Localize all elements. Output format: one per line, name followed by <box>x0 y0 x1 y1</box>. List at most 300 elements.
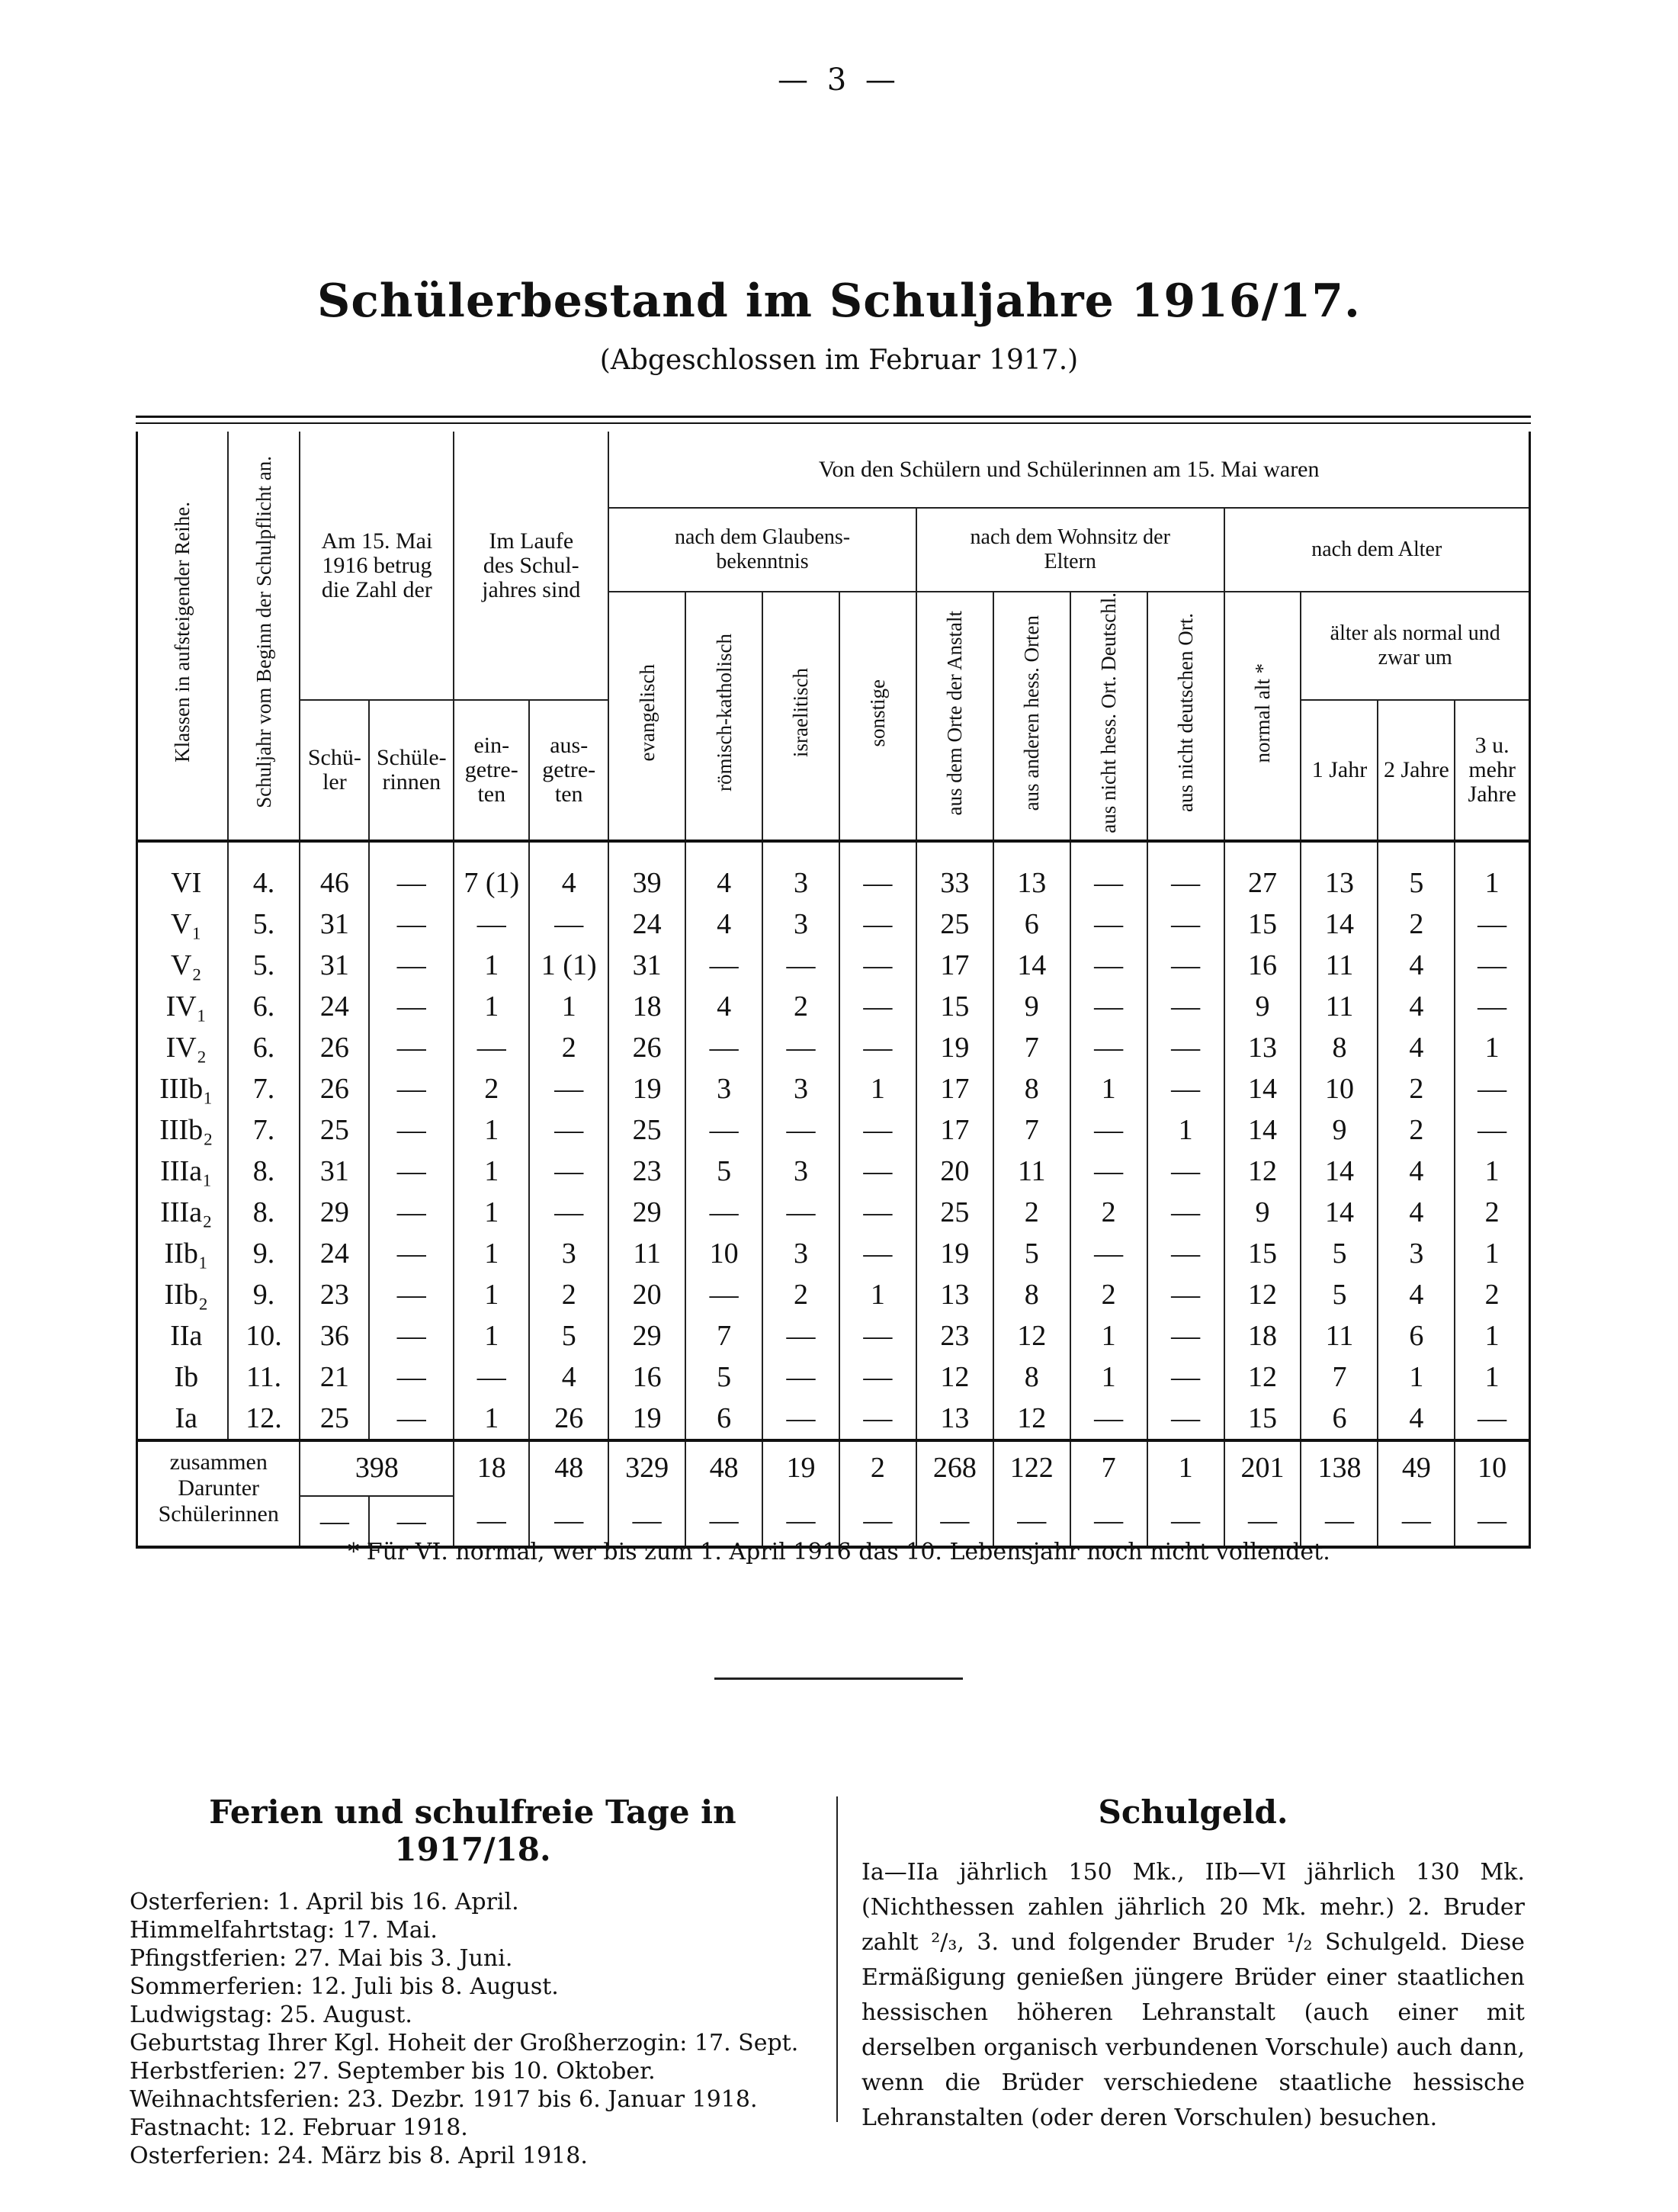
table-cell: — <box>839 1192 916 1233</box>
header-schueler: Schü-ler <box>300 700 369 841</box>
sum-value: 18 <box>454 1440 529 1496</box>
table-cell: 26 <box>529 1398 608 1440</box>
header-wohnsitz: nach dem Wohnsitz der Eltern <box>916 508 1224 592</box>
ferien-line: Sommerferien: 12. Juli bis 8. August. <box>130 1973 559 2000</box>
darunter-cell: — <box>1455 1496 1529 1547</box>
header-aus-ort: aus dem Orte der Anstalt <box>916 592 993 841</box>
table-cell: 11 <box>1301 945 1378 986</box>
table-cell: 5. <box>228 904 300 945</box>
table-row <box>137 1356 1530 1398</box>
table-cell: 19 <box>608 1398 685 1440</box>
table-cell: — <box>762 1356 839 1398</box>
darunter-cell: — <box>993 1496 1070 1547</box>
table-cell: — <box>529 1192 608 1233</box>
table-cell: — <box>369 1233 454 1274</box>
table-cell: — <box>1070 1233 1147 1274</box>
table-cell: 6 <box>993 904 1070 945</box>
table-cell: — <box>369 1109 454 1151</box>
table-cell: — <box>1070 986 1147 1027</box>
header-ausgetreten: aus-getre-ten <box>529 700 608 841</box>
table-cell: — <box>1455 1068 1529 1109</box>
ferien-line: Osterferien: 1. April bis 16. April. <box>130 1889 519 1915</box>
table-cell: — <box>685 1274 762 1315</box>
table-cell: 6 <box>685 1398 762 1440</box>
table-cell: 2 <box>529 1027 608 1068</box>
table-cell: 11 <box>993 1151 1070 1192</box>
table-cell: — <box>839 1315 916 1356</box>
table-cell: 4 <box>1378 986 1455 1027</box>
table-cell: 1 <box>1070 1356 1147 1398</box>
table-cell: — <box>839 1109 916 1151</box>
class-cell: IIIa₁ <box>137 1151 228 1192</box>
ferien-line: Geburtstag Ihrer Kgl. Hoheit der Großherzogin: 17. Sept. <box>130 2030 799 2056</box>
table-cell: — <box>1147 1151 1224 1192</box>
header-sonstige: sonstige <box>839 592 916 841</box>
table-cell: 1 <box>1070 1315 1147 1356</box>
table-cell: 1 <box>1455 1027 1529 1068</box>
table-cell: 23 <box>300 1274 369 1315</box>
table-cell: — <box>839 945 916 986</box>
table-cell: 4 <box>685 841 762 904</box>
darunter-cell: — <box>300 1496 369 1547</box>
header-aus-nicht-deutsch: aus nicht deutschen Ort. <box>1147 592 1224 841</box>
table-cell: 17 <box>916 945 993 986</box>
top-double-rule <box>136 416 1531 424</box>
darunter-cell: — <box>762 1496 839 1547</box>
table-cell: 1 <box>454 1274 529 1315</box>
footnote: * Für VI. normal, wer bis zum 1. April 1916 das 10. Lebensjahr noch nicht vollendet. <box>348 1539 1330 1565</box>
table-cell: 8. <box>228 1192 300 1233</box>
table-cell: 16 <box>1224 945 1301 986</box>
table-cell: 16 <box>608 1356 685 1398</box>
table-cell: 4 <box>1378 1192 1455 1233</box>
table-cell: 1 <box>1455 1315 1529 1356</box>
table-cell: 11. <box>228 1356 300 1398</box>
table-cell: — <box>1147 945 1224 986</box>
table-cell: 7. <box>228 1109 300 1151</box>
header-klassen: Klassen in aufsteigender Reihe. <box>137 432 228 841</box>
table-cell: — <box>1070 904 1147 945</box>
table-cell: 26 <box>300 1068 369 1109</box>
table-cell: — <box>839 1151 916 1192</box>
class-cell: V₁ <box>137 904 228 945</box>
table-cell: 25 <box>608 1109 685 1151</box>
table-cell: 31 <box>300 904 369 945</box>
table-cell: 13 <box>916 1274 993 1315</box>
table-cell: 9. <box>228 1274 300 1315</box>
table-cell: — <box>762 945 839 986</box>
table-cell: 10 <box>1301 1068 1378 1109</box>
header-alter: nach dem Alter <box>1224 508 1530 592</box>
table-cell: 2 <box>454 1068 529 1109</box>
table-cell: 20 <box>916 1151 993 1192</box>
table-cell: 8. <box>228 1151 300 1192</box>
table-cell: — <box>1147 904 1224 945</box>
header-normal-alt: normal alt * <box>1224 592 1301 841</box>
ferien-line: Weihnachtsferien: 23. Dezbr. 1917 bis 6. Januar 1918. <box>130 2086 758 2113</box>
table-cell: 15 <box>1224 1233 1301 1274</box>
table-cell: 9 <box>1224 986 1301 1027</box>
class-cell: IIb₁ <box>137 1233 228 1274</box>
table-cell: 3 <box>685 1068 762 1109</box>
table-row <box>137 1109 1530 1151</box>
table-cell: 5 <box>685 1356 762 1398</box>
darunter-cell: — <box>1224 1496 1301 1547</box>
table-cell: 18 <box>608 986 685 1027</box>
header-3-jahre: 3 u. mehr Jahre <box>1455 700 1529 841</box>
table-cell: 1 <box>1455 1151 1529 1192</box>
sum-value: 2 <box>839 1440 916 1496</box>
table-cell: 1 <box>1070 1068 1147 1109</box>
table-cell: — <box>1455 1398 1529 1440</box>
table-cell: — <box>762 1315 839 1356</box>
table-row <box>137 1233 1530 1274</box>
table-cell: 5 <box>529 1315 608 1356</box>
table-cell: 12 <box>993 1315 1070 1356</box>
ferien-line: Ludwigstag: 25. August. <box>130 2002 412 2028</box>
table-cell: — <box>369 1274 454 1315</box>
table-cell: 29 <box>608 1315 685 1356</box>
table-cell: — <box>1455 904 1529 945</box>
sum-row <box>137 1440 1530 1496</box>
sum-value: 122 <box>993 1440 1070 1496</box>
table-cell: 10 <box>685 1233 762 1274</box>
table-cell: 4 <box>529 841 608 904</box>
table-cell: — <box>1070 1109 1147 1151</box>
table-cell: 31 <box>300 945 369 986</box>
table-cell: 1 <box>454 1233 529 1274</box>
table-cell: 12. <box>228 1398 300 1440</box>
table-cell: 1 <box>1455 841 1529 904</box>
table-cell: 23 <box>608 1151 685 1192</box>
table-row <box>137 1398 1530 1440</box>
header-am-15-mai: Am 15. Mai 1916 betrug die Zahl der <box>300 432 454 700</box>
table-cell: 1 <box>529 986 608 1027</box>
sum-value: 138 <box>1301 1440 1378 1496</box>
table-cell: — <box>369 1027 454 1068</box>
table-row <box>137 986 1530 1027</box>
table-cell: 3 <box>529 1233 608 1274</box>
table-cell: 1 <box>1147 1109 1224 1151</box>
table-cell: 12 <box>1224 1356 1301 1398</box>
table-cell: 2 <box>1378 904 1455 945</box>
table-cell: 13 <box>993 841 1070 904</box>
header-evangelisch: evangelisch <box>608 592 685 841</box>
sum-label-1: zusammen <box>169 1449 268 1475</box>
table-cell: 15 <box>1224 904 1301 945</box>
table-row <box>137 1192 1530 1233</box>
table-cell: 5 <box>993 1233 1070 1274</box>
table-cell: 1 <box>454 1192 529 1233</box>
header-schuelerinnen: Schüle-rinnen <box>369 700 454 841</box>
table-cell: — <box>762 1027 839 1068</box>
table-cell: — <box>369 841 454 904</box>
table-cell: 14 <box>993 945 1070 986</box>
ferien-line: Herbstferien: 27. September bis 10. Oktober. <box>130 2058 656 2085</box>
table-cell: 23 <box>916 1315 993 1356</box>
table-cell: 14 <box>1301 904 1378 945</box>
table-cell: 19 <box>916 1027 993 1068</box>
table-cell: 2 <box>1070 1274 1147 1315</box>
table-cell: — <box>454 1027 529 1068</box>
page-number: — 3 — <box>778 63 900 98</box>
sum-total: 398 <box>300 1440 454 1496</box>
table-cell: 29 <box>608 1192 685 1233</box>
table-cell: 7 <box>993 1027 1070 1068</box>
table-cell: 9. <box>228 1233 300 1274</box>
table-cell: 2 <box>993 1192 1070 1233</box>
table-cell: 1 <box>454 1315 529 1356</box>
class-cell: IIIa₂ <box>137 1192 228 1233</box>
class-cell: VI <box>137 841 228 904</box>
table-cell: 12 <box>1224 1151 1301 1192</box>
table-cell: 33 <box>916 841 993 904</box>
sum-value: 48 <box>685 1440 762 1496</box>
table-cell: — <box>454 1356 529 1398</box>
table-cell: 12 <box>1224 1274 1301 1315</box>
sum-label <box>137 1440 300 1547</box>
table-cell: — <box>1455 945 1529 986</box>
table-cell: 1 <box>839 1274 916 1315</box>
table-cell: 26 <box>300 1027 369 1068</box>
class-cell: IIIb₁ <box>137 1068 228 1109</box>
class-cell: IV₂ <box>137 1027 228 1068</box>
sum-value: 1 <box>1147 1440 1224 1496</box>
table-cell: — <box>762 1398 839 1440</box>
header-2-jahre: 2 Jahre <box>1378 700 1455 841</box>
table-cell: 12 <box>916 1356 993 1398</box>
table-cell: 5. <box>228 945 300 986</box>
header-aus-nicht-hess: aus nicht hess. Ort. Deutschl. <box>1070 592 1147 841</box>
header-eingetreten: ein-getre-ten <box>454 700 529 841</box>
sum-value: 48 <box>529 1440 608 1496</box>
table-cell: — <box>529 1109 608 1151</box>
darunter-cell: — <box>529 1496 608 1547</box>
sum-label-3: Schülerinnen <box>158 1501 279 1527</box>
table-cell: 4 <box>685 904 762 945</box>
header-1-jahr: 1 Jahr <box>1301 700 1378 841</box>
table-cell: 1 <box>454 1109 529 1151</box>
table-cell: — <box>685 945 762 986</box>
table-cell: 1 <box>454 986 529 1027</box>
table-cell: 31 <box>608 945 685 986</box>
table-cell: 18 <box>1224 1315 1301 1356</box>
table-cell: — <box>762 1192 839 1233</box>
darunter-cell: — <box>369 1496 454 1547</box>
table-cell: 3 <box>762 904 839 945</box>
class-cell: IV₁ <box>137 986 228 1027</box>
table-cell: 19 <box>916 1233 993 1274</box>
ferien-title: Ferien und schulfreie Tage in 1917/18. <box>209 1793 736 1868</box>
table-cell: — <box>369 1151 454 1192</box>
table-cell: 2 <box>1455 1192 1529 1233</box>
table-cell: — <box>1070 945 1147 986</box>
table-cell: — <box>1147 1068 1224 1109</box>
table-cell: 6 <box>1301 1398 1378 1440</box>
table-cell: 25 <box>916 1192 993 1233</box>
table-cell: 46 <box>300 841 369 904</box>
table-cell: — <box>369 1315 454 1356</box>
class-cell: IIa <box>137 1315 228 1356</box>
table-cell: 1 <box>1455 1233 1529 1274</box>
table-cell: — <box>454 904 529 945</box>
darunter-cell: — <box>916 1496 993 1547</box>
table-cell: — <box>1147 1315 1224 1356</box>
table-row <box>137 945 1530 986</box>
table-cell: — <box>1147 1027 1224 1068</box>
table-cell: 1 <box>1455 1356 1529 1398</box>
sum-value: 19 <box>762 1440 839 1496</box>
table-cell: 14 <box>1301 1192 1378 1233</box>
table-cell: 9 <box>993 986 1070 1027</box>
table-cell: — <box>369 1192 454 1233</box>
table-cell: 2 <box>1378 1109 1455 1151</box>
class-cell: Ia <box>137 1398 228 1440</box>
table-cell: 6. <box>228 1027 300 1068</box>
darunter-cell: — <box>1070 1496 1147 1547</box>
ferien-section <box>130 1793 816 2170</box>
table-cell: — <box>1147 1192 1224 1233</box>
student-table <box>136 432 1531 1549</box>
table-cell: 4 <box>1378 945 1455 986</box>
table-row <box>137 904 1530 945</box>
sum-value: 49 <box>1378 1440 1455 1496</box>
table-cell: 5 <box>1301 1274 1378 1315</box>
table-row <box>137 1027 1530 1068</box>
ferien-line: Himmelfahrtstag: 17. Mai. <box>130 1917 438 1944</box>
ferien-line: Fastnacht: 12. Februar 1918. <box>130 2114 468 2141</box>
ferien-line: Osterferien: 24. März bis 8. April 1918. <box>130 2143 588 2169</box>
table-cell: — <box>369 904 454 945</box>
table-cell: — <box>1147 986 1224 1027</box>
table-cell: 5 <box>1301 1233 1378 1274</box>
table-cell: 26 <box>608 1027 685 1068</box>
table-cell: 15 <box>916 986 993 1027</box>
table-cell: 6 <box>1378 1315 1455 1356</box>
table-cell: 21 <box>300 1356 369 1398</box>
table-cell: 2 <box>1378 1068 1455 1109</box>
table-cell: 4 <box>1378 1398 1455 1440</box>
table-cell: 2 <box>1070 1192 1147 1233</box>
table-cell: 5 <box>1378 841 1455 904</box>
table-cell: 14 <box>1224 1109 1301 1151</box>
table-cell: — <box>369 1398 454 1440</box>
table-cell: 2 <box>529 1274 608 1315</box>
header-schuljahr: Schuljahr vom Beginn der Schulpflicht an. <box>228 432 300 841</box>
table-cell: 4 <box>1378 1274 1455 1315</box>
sum-value: 10 <box>1455 1440 1529 1496</box>
table-cell: — <box>685 1109 762 1151</box>
table-cell: — <box>1070 1027 1147 1068</box>
table-cell: 24 <box>300 986 369 1027</box>
darunter-cell: — <box>1378 1496 1455 1547</box>
schulgeld-title: Schulgeld. <box>1098 1793 1288 1831</box>
table-cell: 13 <box>1224 1027 1301 1068</box>
table-cell: 9 <box>1224 1192 1301 1233</box>
schulgeld-text: Ia—IIa jährlich 150 Mk., IIb—VI jährlich 130 Mk. (Nichthessen zahlen jährlich 20 Mk. mehr.) 2. Bruder zahlt ²/₃, 3. und folgender Bruder ¹/₂ Schulgeld. Diese Ermäßigung genießen jüngere Brüder einer staatlichen hessischen höheren Lehranstalt (auch einer mit derselben organisch verbundenen Vorschule) auch dann, wenn die Brüder verschiedene staatliche hessische Lehranstalten (oder deren Vorschulen) besuchen. <box>861 1859 1525 2131</box>
table-cell: 10. <box>228 1315 300 1356</box>
table-cell: 12 <box>993 1398 1070 1440</box>
table-cell: 14 <box>1301 1151 1378 1192</box>
darunter-cell: — <box>608 1496 685 1547</box>
table-cell: — <box>369 1068 454 1109</box>
table-cell: 13 <box>1301 841 1378 904</box>
table-cell: — <box>762 1109 839 1151</box>
table-cell: — <box>839 1233 916 1274</box>
table-cell: 1 <box>454 945 529 986</box>
table-cell: — <box>839 904 916 945</box>
table-cell: 4. <box>228 841 300 904</box>
table-cell: 1 <box>839 1068 916 1109</box>
table-cell: — <box>685 1192 762 1233</box>
darunter-cell: — <box>839 1496 916 1547</box>
table-cell: 15 <box>1224 1398 1301 1440</box>
ferien-line: Pfingstferien: 27. Mai bis 3. Juni. <box>130 1945 513 1972</box>
table-cell: 29 <box>300 1192 369 1233</box>
table-cell: — <box>1070 1151 1147 1192</box>
table-cell: 2 <box>1455 1274 1529 1315</box>
header-im-laufe: Im Laufe des Schul-jahres sind <box>454 432 608 700</box>
page-title: Schülerbestand im Schuljahre 1916/17. <box>317 274 1361 328</box>
sum-value: 201 <box>1224 1440 1301 1496</box>
table-cell: 24 <box>300 1233 369 1274</box>
table-cell: 8 <box>993 1068 1070 1109</box>
table-cell: 6. <box>228 986 300 1027</box>
table-cell: 7. <box>228 1068 300 1109</box>
table-cell: 11 <box>1301 986 1378 1027</box>
table-cell: 3 <box>1378 1233 1455 1274</box>
sum-value: 7 <box>1070 1440 1147 1496</box>
table-cell: — <box>529 1068 608 1109</box>
table-cell: 4 <box>529 1356 608 1398</box>
header-roemisch: römisch-katholisch <box>685 592 762 841</box>
darunter-cell: — <box>685 1496 762 1547</box>
table-cell: 25 <box>916 904 993 945</box>
table-row <box>137 1151 1530 1192</box>
table-cell: 7 (1) <box>454 841 529 904</box>
table-cell: — <box>839 1027 916 1068</box>
table-cell: — <box>1147 1274 1224 1315</box>
class-cell: IIb₂ <box>137 1274 228 1315</box>
table-cell: 3 <box>762 1233 839 1274</box>
table-cell: — <box>1070 841 1147 904</box>
table-cell: — <box>839 1356 916 1398</box>
header-israelitisch: israelitisch <box>762 592 839 841</box>
table-cell: 2 <box>762 986 839 1027</box>
header-aus-hess: aus anderen hess. Orten <box>993 592 1070 841</box>
darunter-cell: — <box>1301 1496 1378 1547</box>
darunter-cell: — <box>454 1496 529 1547</box>
table-cell: — <box>1147 1398 1224 1440</box>
table-cell: 14 <box>1224 1068 1301 1109</box>
class-cell: IIIb₂ <box>137 1109 228 1151</box>
table-cell: 11 <box>608 1233 685 1274</box>
page-subtitle: (Abgeschlossen im Februar 1917.) <box>599 345 1079 376</box>
table-cell: 3 <box>762 1068 839 1109</box>
table-cell: — <box>685 1027 762 1068</box>
table-cell: 4 <box>1378 1151 1455 1192</box>
table-cell: 25 <box>300 1398 369 1440</box>
table-cell: 20 <box>608 1274 685 1315</box>
table-cell: 1 <box>454 1151 529 1192</box>
table-cell: 1 <box>454 1398 529 1440</box>
table-row <box>137 1274 1530 1315</box>
table-cell: — <box>529 904 608 945</box>
table-cell: — <box>839 1398 916 1440</box>
section-divider <box>714 1677 963 1680</box>
table-cell: — <box>839 841 916 904</box>
class-cell: Ib <box>137 1356 228 1398</box>
